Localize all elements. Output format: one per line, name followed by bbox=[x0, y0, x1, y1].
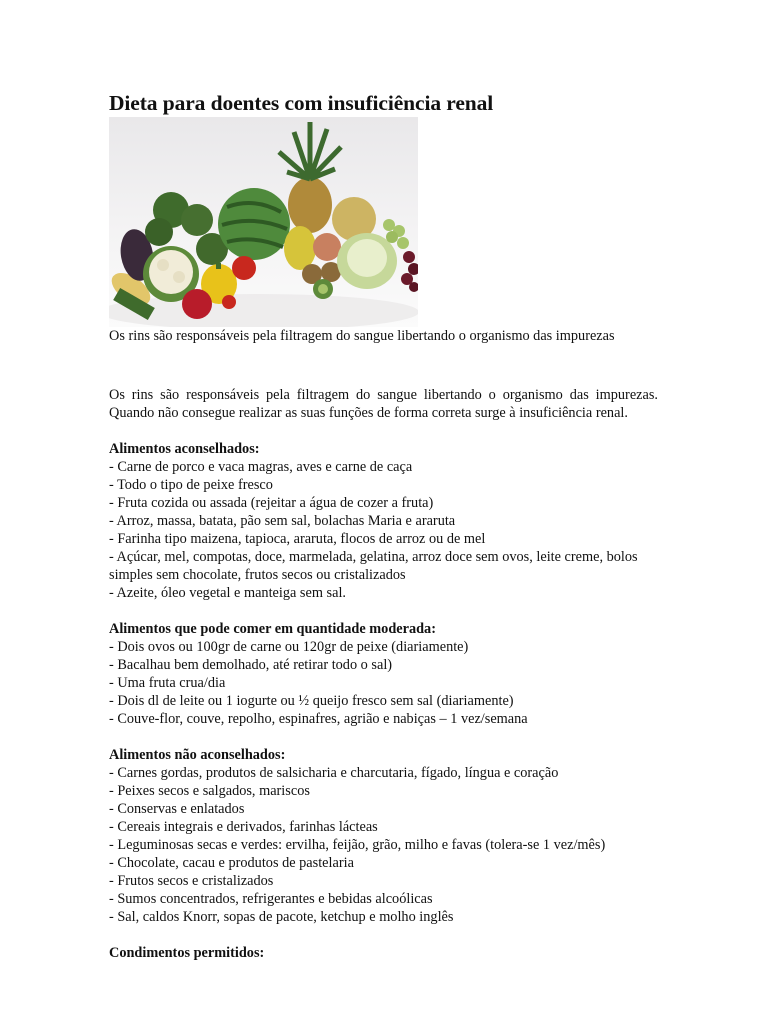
list-item: - Sal, caldos Knorr, sopas de pacote, ketchup e molho inglês bbox=[109, 909, 454, 925]
list-item: - Sumos concentrados, refrigerantes e bebidas alcoólicas bbox=[109, 891, 433, 907]
image-caption: Os rins são responsáveis pela filtragem do sangue libertando o organismo das impurezas bbox=[109, 328, 615, 344]
section-heading: Condimentos permitidos: bbox=[109, 945, 265, 961]
fruits-vegetables-illustration bbox=[109, 117, 418, 327]
section-recommended-foods bbox=[109, 440, 658, 602]
list-item: - Peixes secos e salgados, mariscos bbox=[109, 783, 310, 799]
list-item: - Chocolate, cacau e produtos de pastelaria bbox=[109, 855, 354, 871]
list-item: - Cereais integrais e derivados, farinhas lácteas bbox=[109, 819, 378, 835]
list-item: - Carne de porco e vaca magras, aves e carne de caça bbox=[109, 459, 413, 475]
list-item: - Fruta cozida ou assada (rejeitar a água de cozer a fruta) bbox=[109, 495, 434, 511]
list-item: - Leguminosas secas e verdes: ervilha, feijão, grão, milho e favas (tolera-se 1 vez/mês) bbox=[109, 837, 606, 853]
list-item: - Frutos secos e cristalizados bbox=[109, 873, 274, 889]
list-item: - Dois ovos ou 100gr de carne ou 120gr de peixe (diariamente) bbox=[109, 639, 469, 655]
section-heading: Alimentos aconselhados: bbox=[109, 441, 260, 457]
fruits-vegetables-image bbox=[109, 117, 418, 327]
list-item: - Azeite, óleo vegetal e manteiga sem sal. bbox=[109, 585, 346, 601]
section-heading: Alimentos não aconselhados: bbox=[109, 747, 286, 763]
list-item: - Uma fruta crua/dia bbox=[109, 675, 226, 691]
document-title: Dieta para doentes com insuficiência renal bbox=[109, 91, 494, 115]
list-item: - Bacalhau bem demolhado, até retirar todo o sal) bbox=[109, 657, 393, 673]
section-not-recommended-foods bbox=[109, 746, 658, 926]
section-heading: Alimentos que pode comer em quantidade moderada: bbox=[109, 621, 436, 637]
list-item: - Arroz, massa, batata, pão sem sal, bolachas Maria e araruta bbox=[109, 513, 456, 529]
section-allowed-condiments bbox=[109, 944, 658, 962]
list-item: - Couve-flor, couve, repolho, espinafres, agrião e nabiças – 1 vez/semana bbox=[109, 711, 528, 727]
list-item: - Açúcar, mel, compotas, doce, marmelada, gelatina, arroz doce sem ovos, leite creme, bolos simples sem chocolate, frutos secos ou cristalizados bbox=[109, 549, 638, 583]
list-item: - Farinha tipo maizena, tapioca, araruta, flocos de arroz ou de mel bbox=[109, 531, 486, 547]
intro-paragraph: Os rins são responsáveis pela filtragem do sangue libertando o organismo das impurezas. Quando não consegue realizar as suas funções de forma correta surge à insuficiência renal. bbox=[109, 387, 658, 421]
section-moderate-foods bbox=[109, 620, 658, 728]
list-item: - Conservas e enlatados bbox=[109, 801, 245, 817]
list-item: - Carnes gordas, produtos de salsicharia e charcutaria, fígado, língua e coração bbox=[109, 765, 559, 781]
document-page bbox=[109, 90, 658, 962]
list-item: - Dois dl de leite ou 1 iogurte ou ½ queijo fresco sem sal (diariamente) bbox=[109, 693, 514, 709]
list-item: - Todo o tipo de peixe fresco bbox=[109, 477, 273, 493]
